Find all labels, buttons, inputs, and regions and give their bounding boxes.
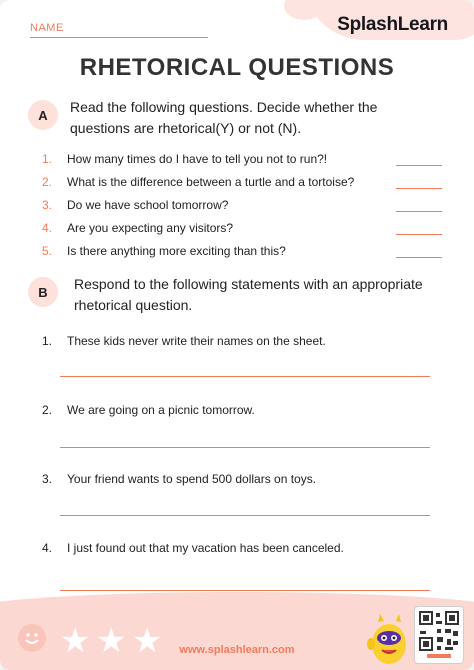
answer-line[interactable]: [60, 376, 430, 377]
brand-logo: SplashLearn: [337, 14, 448, 35]
question-number: 3.: [42, 198, 53, 212]
mascot-icon: [366, 612, 412, 666]
statement-number: 4.: [42, 541, 53, 555]
section-a-instruction-line2: questions are rhetorical(Y) or not (N).: [70, 120, 302, 136]
statement-text: Your friend wants to spend 500 dollars on toys.: [67, 472, 317, 486]
statement-text: I just found out that my vacation has been canceled.: [67, 541, 344, 555]
question-row: [42, 198, 442, 216]
answer-line[interactable]: [60, 590, 430, 591]
answer-blank[interactable]: [396, 257, 442, 258]
question-row: [42, 221, 442, 239]
answer-line[interactable]: [60, 447, 430, 448]
statement-row: [42, 472, 316, 486]
question-row: [42, 175, 442, 193]
question-text: Are you expecting any visitors?: [67, 221, 234, 235]
website-url: www.splashlearn.com: [179, 644, 295, 656]
answer-blank[interactable]: [396, 211, 442, 212]
section-b-badge: B: [28, 277, 58, 307]
section-b-instruction-line2: rhetorical question.: [74, 297, 193, 313]
question-text: What is the difference between a turtle and a tortoise?: [67, 175, 355, 189]
question-number: 1.: [42, 152, 53, 166]
statement-text: We are going on a picnic tomorrow.: [67, 403, 255, 417]
name-line: [30, 37, 208, 38]
statement-number: 3.: [42, 472, 53, 486]
statement-number: 1.: [42, 334, 53, 348]
question-row: [42, 244, 442, 262]
page-title: RHETORICAL QUESTIONS: [79, 54, 395, 81]
section-b-instruction-line1: Respond to the following statements with an appropriate: [74, 276, 423, 292]
question-row: [42, 152, 442, 170]
question-text: How many times do I have to tell you not to run?!: [67, 152, 328, 166]
question-number: 5.: [42, 244, 53, 258]
answer-blank[interactable]: [396, 234, 442, 235]
star-icon: ★: [132, 622, 163, 660]
answer-line[interactable]: [60, 515, 430, 516]
statement-text: These kids never write their names on the sheet.: [67, 334, 326, 348]
statement-row: [42, 403, 255, 417]
answer-blank[interactable]: [396, 188, 442, 189]
question-number: 4.: [42, 221, 53, 235]
star-icon: ★: [96, 622, 127, 660]
statement-number: 2.: [42, 403, 53, 417]
section-a-badge: A: [28, 100, 58, 130]
answer-blank[interactable]: [396, 165, 442, 166]
question-text: Is there anything more exciting than this?: [67, 244, 286, 258]
statement-row: [42, 334, 326, 348]
question-number: 2.: [42, 175, 53, 189]
qr-code-icon: [414, 606, 464, 664]
section-b-instruction: [74, 274, 449, 316]
statement-row: [42, 541, 344, 555]
section-a-instruction-line1: Read the following questions. Decide whether the: [70, 99, 378, 115]
question-text: Do we have school tomorrow?: [67, 198, 229, 212]
name-label: NAME: [30, 22, 64, 34]
section-a-instruction: [70, 97, 445, 139]
star-icon: ★: [60, 622, 91, 660]
